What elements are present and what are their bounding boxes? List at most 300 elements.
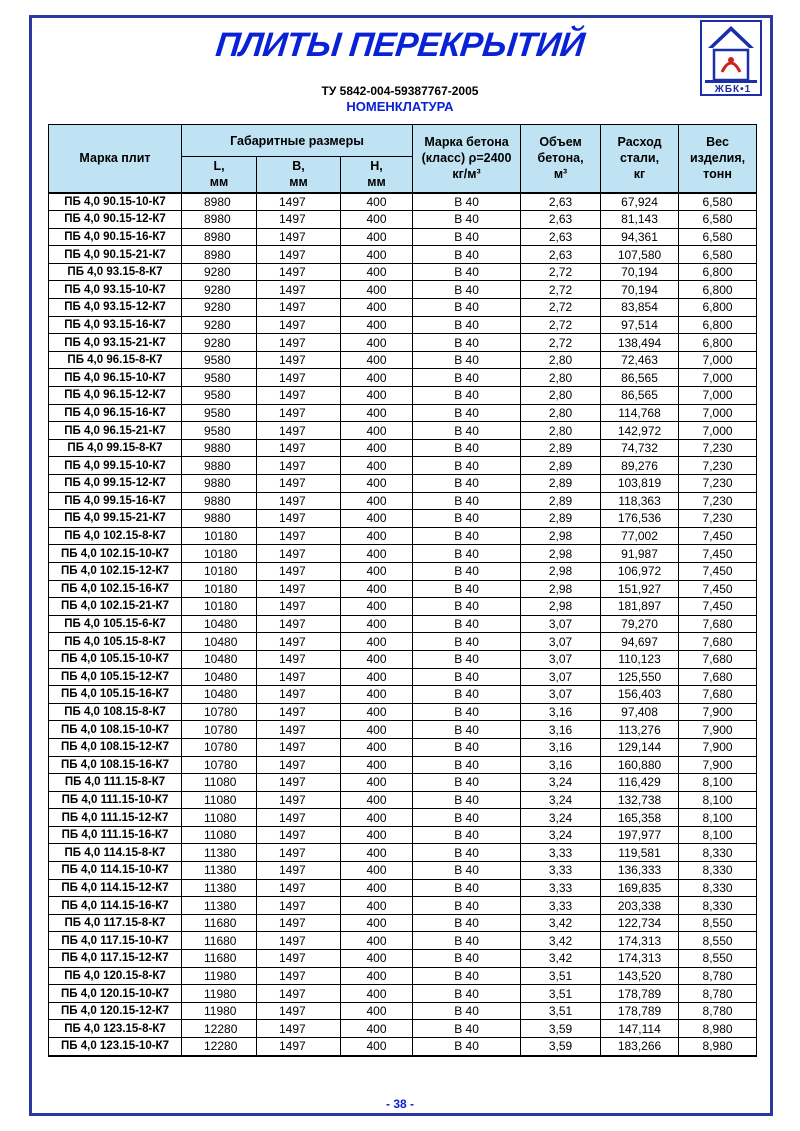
cell-concrete: В 40 (413, 844, 521, 862)
cell-height: 400 (341, 1020, 413, 1038)
cell-concrete: В 40 (413, 774, 521, 792)
cell-steel: 197,977 (601, 826, 679, 844)
cell-width: 1497 (257, 510, 341, 528)
cell-concrete: В 40 (413, 527, 521, 545)
cell-height: 400 (341, 932, 413, 950)
cell-width: 1497 (257, 422, 341, 440)
cell-volume: 2,72 (521, 299, 601, 317)
table-row (49, 246, 757, 264)
cell-mark: ПБ 4,0 108.15-8-К7 (49, 703, 182, 721)
cell-height: 400 (341, 475, 413, 493)
cell-concrete: В 40 (413, 334, 521, 352)
cell-mark: ПБ 4,0 123.15-8-К7 (49, 1020, 182, 1038)
header-concrete: Марка бетона (класс) ρ=2400 кг/м³ (413, 125, 521, 193)
cell-steel: 70,194 (601, 281, 679, 299)
cell-width: 1497 (257, 615, 341, 633)
table-row (49, 228, 757, 246)
cell-concrete: В 40 (413, 562, 521, 580)
cell-weight: 7,000 (679, 351, 757, 369)
cell-weight: 7,450 (679, 580, 757, 598)
cell-weight: 6,580 (679, 211, 757, 229)
cell-length: 10180 (182, 598, 257, 616)
cell-width: 1497 (257, 580, 341, 598)
cell-steel: 107,580 (601, 246, 679, 264)
cell-height: 400 (341, 299, 413, 317)
cell-concrete: В 40 (413, 932, 521, 950)
cell-concrete: В 40 (413, 809, 521, 827)
table-row (49, 650, 757, 668)
cell-width: 1497 (257, 985, 341, 1003)
cell-weight: 7,230 (679, 475, 757, 493)
cell-volume: 3,07 (521, 615, 601, 633)
cell-length: 11980 (182, 985, 257, 1003)
cell-length: 9580 (182, 422, 257, 440)
page-subtitle: НОМЕНКЛАТУРА (346, 99, 454, 114)
cell-height: 400 (341, 562, 413, 580)
cell-steel: 119,581 (601, 844, 679, 862)
cell-steel: 70,194 (601, 263, 679, 281)
header-weight: Вес изделия, тонн (679, 125, 757, 193)
cell-weight: 6,800 (679, 334, 757, 352)
cell-width: 1497 (257, 492, 341, 510)
cell-volume: 2,72 (521, 281, 601, 299)
cell-concrete: В 40 (413, 1020, 521, 1038)
cell-mark: ПБ 4,0 99.15-8-К7 (49, 439, 182, 457)
cell-width: 1497 (257, 844, 341, 862)
cell-weight: 6,580 (679, 246, 757, 264)
cell-mark: ПБ 4,0 99.15-16-К7 (49, 492, 182, 510)
cell-length: 9580 (182, 387, 257, 405)
cell-width: 1497 (257, 228, 341, 246)
cell-mark: ПБ 4,0 102.15-16-К7 (49, 580, 182, 598)
cell-length: 9880 (182, 492, 257, 510)
cell-height: 400 (341, 668, 413, 686)
cell-concrete: В 40 (413, 668, 521, 686)
cell-length: 11680 (182, 914, 257, 932)
cell-height: 400 (341, 967, 413, 985)
cell-mark: ПБ 4,0 114.15-8-К7 (49, 844, 182, 862)
cell-volume: 2,98 (521, 545, 601, 563)
cell-steel: 91,987 (601, 545, 679, 563)
cell-mark: ПБ 4,0 93.15-21-К7 (49, 334, 182, 352)
table-row (49, 774, 757, 792)
cell-height: 400 (341, 985, 413, 1003)
cell-mark: ПБ 4,0 120.15-10-К7 (49, 985, 182, 1003)
cell-weight: 6,580 (679, 228, 757, 246)
cell-length: 9280 (182, 299, 257, 317)
table-row (49, 809, 757, 827)
cell-height: 400 (341, 387, 413, 405)
cell-length: 9580 (182, 369, 257, 387)
cell-weight: 7,450 (679, 545, 757, 563)
cell-steel: 97,408 (601, 703, 679, 721)
cell-height: 400 (341, 193, 413, 211)
cell-width: 1497 (257, 738, 341, 756)
cell-weight: 7,680 (679, 633, 757, 651)
cell-volume: 3,16 (521, 721, 601, 739)
cell-weight: 6,800 (679, 263, 757, 281)
cell-steel: 94,361 (601, 228, 679, 246)
cell-width: 1497 (257, 826, 341, 844)
cell-concrete: В 40 (413, 950, 521, 968)
table-row (49, 422, 757, 440)
table-row (49, 527, 757, 545)
cell-width: 1497 (257, 457, 341, 475)
table-row (49, 562, 757, 580)
cell-steel: 136,333 (601, 862, 679, 880)
cell-height: 400 (341, 650, 413, 668)
cell-length: 10780 (182, 738, 257, 756)
table-row (49, 633, 757, 651)
cell-weight: 8,330 (679, 862, 757, 880)
cell-length: 9880 (182, 475, 257, 493)
cell-steel: 110,123 (601, 650, 679, 668)
cell-length: 8980 (182, 193, 257, 211)
table-row (49, 281, 757, 299)
cell-weight: 7,000 (679, 387, 757, 405)
cell-mark: ПБ 4,0 90.15-16-К7 (49, 228, 182, 246)
cell-mark: ПБ 4,0 93.15-8-К7 (49, 263, 182, 281)
cell-width: 1497 (257, 668, 341, 686)
cell-height: 400 (341, 914, 413, 932)
cell-width: 1497 (257, 703, 341, 721)
cell-steel: 156,403 (601, 686, 679, 704)
cell-mark: ПБ 4,0 96.15-16-К7 (49, 404, 182, 422)
cell-steel: 74,732 (601, 439, 679, 457)
cell-width: 1497 (257, 404, 341, 422)
cell-concrete: В 40 (413, 193, 521, 211)
cell-steel: 138,494 (601, 334, 679, 352)
cell-mark: ПБ 4,0 93.15-16-К7 (49, 316, 182, 334)
cell-weight: 7,900 (679, 721, 757, 739)
cell-width: 1497 (257, 281, 341, 299)
table-row (49, 598, 757, 616)
cell-height: 400 (341, 263, 413, 281)
cell-height: 400 (341, 316, 413, 334)
table-row (49, 263, 757, 281)
cell-mark: ПБ 4,0 114.15-16-К7 (49, 897, 182, 915)
cell-length: 10180 (182, 562, 257, 580)
cell-weight: 8,100 (679, 791, 757, 809)
cell-volume: 2,80 (521, 369, 601, 387)
cell-volume: 2,89 (521, 439, 601, 457)
cell-concrete: В 40 (413, 545, 521, 563)
cell-mark: ПБ 4,0 120.15-12-К7 (49, 1002, 182, 1020)
cell-weight: 7,230 (679, 457, 757, 475)
cell-height: 400 (341, 879, 413, 897)
cell-width: 1497 (257, 475, 341, 493)
cell-volume: 2,72 (521, 316, 601, 334)
cell-concrete: В 40 (413, 299, 521, 317)
cell-mark: ПБ 4,0 105.15-16-К7 (49, 686, 182, 704)
cell-mark: ПБ 4,0 114.15-10-К7 (49, 862, 182, 880)
nomenclature-table (48, 124, 757, 1057)
cell-steel: 116,429 (601, 774, 679, 792)
cell-length: 10480 (182, 650, 257, 668)
cell-concrete: В 40 (413, 598, 521, 616)
cell-volume: 2,98 (521, 598, 601, 616)
cell-steel: 151,927 (601, 580, 679, 598)
table-row (49, 580, 757, 598)
cell-width: 1497 (257, 862, 341, 880)
cell-volume: 3,24 (521, 826, 601, 844)
cell-mark: ПБ 4,0 93.15-10-К7 (49, 281, 182, 299)
cell-steel: 114,768 (601, 404, 679, 422)
header-dimensions: Габаритные размеры (182, 125, 413, 157)
cell-length: 11980 (182, 967, 257, 985)
cell-width: 1497 (257, 439, 341, 457)
cell-mark: ПБ 4,0 120.15-8-К7 (49, 967, 182, 985)
cell-weight: 7,230 (679, 492, 757, 510)
cell-volume: 2,98 (521, 562, 601, 580)
cell-width: 1497 (257, 387, 341, 405)
cell-length: 11080 (182, 791, 257, 809)
cell-height: 400 (341, 1002, 413, 1020)
cell-length: 8980 (182, 228, 257, 246)
cell-weight: 7,680 (679, 686, 757, 704)
table-row (49, 299, 757, 317)
cell-steel: 178,789 (601, 1002, 679, 1020)
cell-weight: 8,550 (679, 932, 757, 950)
cell-height: 400 (341, 439, 413, 457)
cell-steel: 86,565 (601, 387, 679, 405)
cell-weight: 6,800 (679, 316, 757, 334)
cell-width: 1497 (257, 756, 341, 774)
cell-volume: 3,51 (521, 1002, 601, 1020)
cell-length: 11380 (182, 897, 257, 915)
cell-weight: 7,000 (679, 369, 757, 387)
cell-width: 1497 (257, 774, 341, 792)
cell-steel: 165,358 (601, 809, 679, 827)
cell-steel: 72,463 (601, 351, 679, 369)
cell-length: 10780 (182, 721, 257, 739)
cell-height: 400 (341, 756, 413, 774)
table-row (49, 932, 757, 950)
cell-height: 400 (341, 510, 413, 528)
cell-volume: 2,72 (521, 334, 601, 352)
cell-weight: 8,550 (679, 950, 757, 968)
table-row (49, 439, 757, 457)
cell-concrete: В 40 (413, 650, 521, 668)
cell-height: 400 (341, 351, 413, 369)
cell-concrete: В 40 (413, 686, 521, 704)
cell-mark: ПБ 4,0 99.15-10-К7 (49, 457, 182, 475)
cell-height: 400 (341, 281, 413, 299)
cell-steel: 183,266 (601, 1038, 679, 1056)
cell-width: 1497 (257, 316, 341, 334)
cell-steel: 169,835 (601, 879, 679, 897)
logo-text: ЖБК•1 (714, 84, 752, 95)
cell-concrete: В 40 (413, 756, 521, 774)
cell-length: 9580 (182, 404, 257, 422)
cell-weight: 8,100 (679, 826, 757, 844)
cell-concrete: В 40 (413, 862, 521, 880)
cell-volume: 3,07 (521, 668, 601, 686)
cell-concrete: В 40 (413, 703, 521, 721)
cell-width: 1497 (257, 1020, 341, 1038)
cell-weight: 8,550 (679, 914, 757, 932)
cell-weight: 8,780 (679, 1002, 757, 1020)
cell-concrete: В 40 (413, 387, 521, 405)
cell-concrete: В 40 (413, 211, 521, 229)
cell-steel: 113,276 (601, 721, 679, 739)
cell-width: 1497 (257, 879, 341, 897)
cell-mark: ПБ 4,0 105.15-10-К7 (49, 650, 182, 668)
cell-weight: 7,000 (679, 422, 757, 440)
cell-concrete: В 40 (413, 228, 521, 246)
cell-steel: 174,313 (601, 932, 679, 950)
cell-steel: 79,270 (601, 615, 679, 633)
cell-volume: 2,63 (521, 193, 601, 211)
cell-length: 9880 (182, 510, 257, 528)
cell-mark: ПБ 4,0 102.15-8-К7 (49, 527, 182, 545)
cell-height: 400 (341, 527, 413, 545)
cell-width: 1497 (257, 914, 341, 932)
cell-volume: 3,42 (521, 932, 601, 950)
cell-weight: 7,450 (679, 562, 757, 580)
cell-mark: ПБ 4,0 102.15-21-К7 (49, 598, 182, 616)
cell-height: 400 (341, 369, 413, 387)
cell-concrete: В 40 (413, 721, 521, 739)
cell-concrete: В 40 (413, 263, 521, 281)
cell-volume: 3,42 (521, 950, 601, 968)
cell-length: 9280 (182, 334, 257, 352)
table-row (49, 897, 757, 915)
cell-height: 400 (341, 457, 413, 475)
table-row (49, 1002, 757, 1020)
cell-width: 1497 (257, 598, 341, 616)
table-row (49, 211, 757, 229)
header-volume: Объем бетона, м³ (521, 125, 601, 193)
cell-width: 1497 (257, 967, 341, 985)
cell-length: 9280 (182, 281, 257, 299)
cell-volume: 2,89 (521, 510, 601, 528)
cell-mark: ПБ 4,0 99.15-12-К7 (49, 475, 182, 493)
cell-length: 9280 (182, 263, 257, 281)
cell-steel: 160,880 (601, 756, 679, 774)
cell-steel: 129,144 (601, 738, 679, 756)
cell-concrete: В 40 (413, 967, 521, 985)
cell-length: 11080 (182, 826, 257, 844)
cell-mark: ПБ 4,0 96.15-21-К7 (49, 422, 182, 440)
cell-height: 400 (341, 686, 413, 704)
cell-width: 1497 (257, 299, 341, 317)
table-row (49, 475, 757, 493)
cell-steel: 176,536 (601, 510, 679, 528)
cell-volume: 3,33 (521, 862, 601, 880)
cell-weight: 6,580 (679, 193, 757, 211)
cell-height: 400 (341, 422, 413, 440)
cell-length: 10480 (182, 686, 257, 704)
cell-weight: 8,980 (679, 1038, 757, 1056)
table-row (49, 1020, 757, 1038)
cell-width: 1497 (257, 263, 341, 281)
cell-length: 9880 (182, 457, 257, 475)
cell-volume: 3,51 (521, 985, 601, 1003)
cell-length: 11080 (182, 774, 257, 792)
header-length: L, мм (182, 157, 257, 193)
cell-weight: 6,800 (679, 299, 757, 317)
cell-steel: 81,143 (601, 211, 679, 229)
table-row (49, 967, 757, 985)
cell-width: 1497 (257, 562, 341, 580)
table-row (49, 193, 757, 211)
cell-width: 1497 (257, 334, 341, 352)
cell-mark: ПБ 4,0 90.15-10-К7 (49, 193, 182, 211)
cell-height: 400 (341, 862, 413, 880)
cell-height: 400 (341, 844, 413, 862)
cell-steel: 89,276 (601, 457, 679, 475)
cell-width: 1497 (257, 545, 341, 563)
cell-concrete: В 40 (413, 897, 521, 915)
cell-weight: 7,000 (679, 404, 757, 422)
cell-concrete: В 40 (413, 246, 521, 264)
cell-mark: ПБ 4,0 111.15-10-К7 (49, 791, 182, 809)
cell-length: 11380 (182, 862, 257, 880)
cell-volume: 3,51 (521, 967, 601, 985)
cell-height: 400 (341, 334, 413, 352)
cell-width: 1497 (257, 1002, 341, 1020)
table-row (49, 879, 757, 897)
table-row (49, 862, 757, 880)
cell-mark: ПБ 4,0 108.15-12-К7 (49, 738, 182, 756)
cell-weight: 8,330 (679, 897, 757, 915)
table-row (49, 492, 757, 510)
cell-width: 1497 (257, 791, 341, 809)
cell-mark: ПБ 4,0 90.15-12-К7 (49, 211, 182, 229)
cell-height: 400 (341, 633, 413, 651)
cell-weight: 7,680 (679, 650, 757, 668)
cell-steel: 122,734 (601, 914, 679, 932)
cell-length: 10780 (182, 703, 257, 721)
cell-volume: 2,89 (521, 475, 601, 493)
cell-concrete: В 40 (413, 879, 521, 897)
cell-length: 11080 (182, 809, 257, 827)
cell-volume: 3,33 (521, 897, 601, 915)
cell-concrete: В 40 (413, 457, 521, 475)
cell-volume: 3,59 (521, 1020, 601, 1038)
cell-width: 1497 (257, 246, 341, 264)
table-row (49, 545, 757, 563)
cell-width: 1497 (257, 897, 341, 915)
cell-volume: 3,16 (521, 738, 601, 756)
cell-mark: ПБ 4,0 111.15-12-К7 (49, 809, 182, 827)
cell-steel: 181,897 (601, 598, 679, 616)
cell-weight: 8,100 (679, 774, 757, 792)
table-row (49, 457, 757, 475)
cell-length: 8980 (182, 211, 257, 229)
cell-steel: 86,565 (601, 369, 679, 387)
cell-weight: 8,780 (679, 967, 757, 985)
cell-length: 11380 (182, 879, 257, 897)
cell-volume: 2,89 (521, 457, 601, 475)
cell-mark: ПБ 4,0 99.15-21-К7 (49, 510, 182, 528)
cell-volume: 2,72 (521, 263, 601, 281)
cell-height: 400 (341, 580, 413, 598)
cell-concrete: В 40 (413, 826, 521, 844)
cell-length: 9580 (182, 351, 257, 369)
table-row (49, 369, 757, 387)
spec-number: ТУ 5842-004-59387767-2005 (321, 84, 479, 98)
cell-steel: 178,789 (601, 985, 679, 1003)
cell-mark: ПБ 4,0 96.15-8-К7 (49, 351, 182, 369)
table-row (49, 738, 757, 756)
cell-mark: ПБ 4,0 111.15-16-К7 (49, 826, 182, 844)
cell-concrete: В 40 (413, 404, 521, 422)
table-row (49, 686, 757, 704)
cell-length: 10480 (182, 615, 257, 633)
cell-length: 11680 (182, 950, 257, 968)
